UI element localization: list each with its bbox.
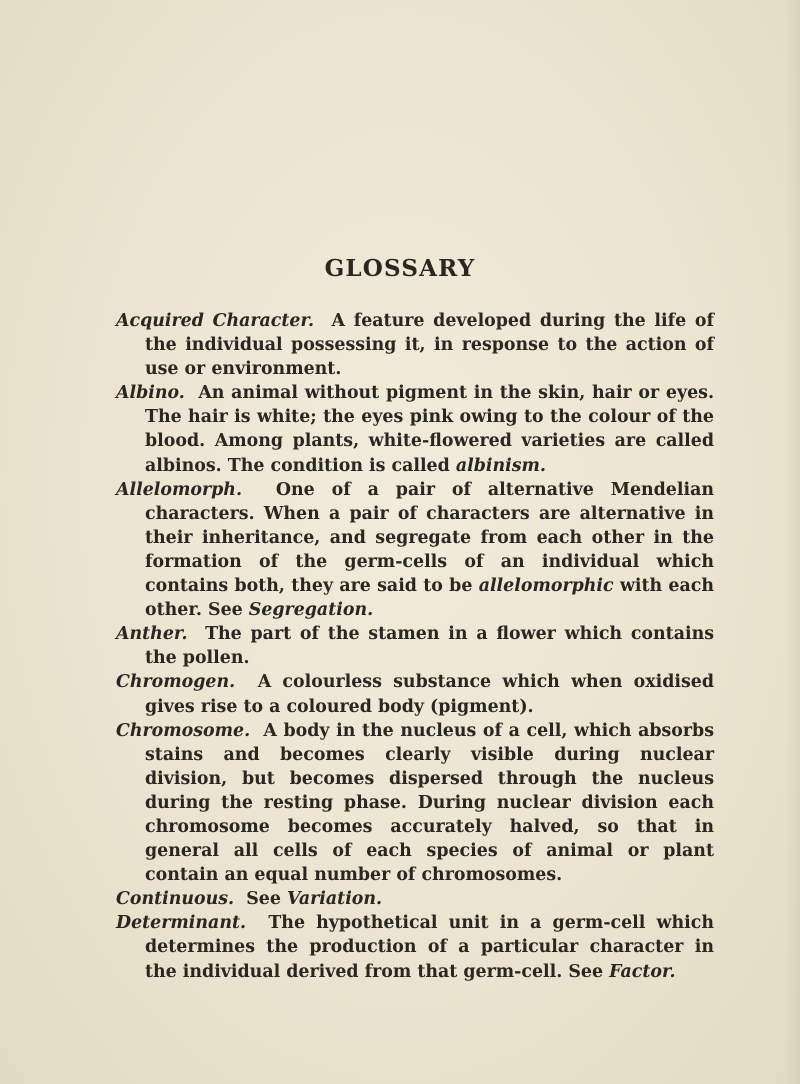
- glossary-term: Allelomorph.: [116, 479, 242, 500]
- page-title: GLOSSARY: [324, 255, 476, 282]
- glossary-entry: [116, 887, 714, 911]
- glossary-definition: The part of the stamen in a flower which contains the pollen.: [145, 624, 715, 669]
- glossary-term: Chromosome.: [116, 720, 251, 741]
- glossary-term: Acquired Character.: [116, 311, 315, 331]
- glossary-entry: [116, 309, 714, 381]
- glossary-entry: [116, 622, 714, 670]
- glossary-reference: allelomorphic: [478, 576, 614, 597]
- glossary-definition: The hypothetical unit in a germ-cell which determines the production of a particular character in the individual derived from that germ-cell. See: [145, 913, 714, 982]
- glossary-definition: A colourless substance which when oxidised gives rise to a coloured body (pigment).: [145, 672, 715, 717]
- glossary-reference: albinism.: [455, 455, 546, 476]
- glossary-definition: An animal without pigment in the skin, hair or eyes. The hair is white; the eyes pink owing to the colour of the blood. Among plants, white-flowered varieties are called albinos. The condition is called: [145, 383, 714, 476]
- glossary-term: Albino.: [116, 383, 185, 404]
- glossary-entry: [116, 381, 714, 477]
- glossary-term: Determinant.: [116, 913, 247, 934]
- glossary-reference: Variation.: [286, 889, 383, 910]
- glossary-entry: [116, 670, 714, 718]
- glossary-definition: One of a pair of alternative Mendelian characters. When a pair of characters are alternative in their inheritance, and segregate from each other in the formation of the germ-cells of an individual which contains both, they are said to be: [145, 479, 714, 597]
- glossary-definition: A feature developed during the life of the individual possessing it, in response to the action of use or environment.: [145, 311, 714, 380]
- glossary-definition: A body in the nucleus of a cell, which absorbs stains and becomes clearly visible during nuclear division, but becomes dispersed through the nucleus during the resting phase. During nuclear division each chromosome becomes accurately halved, so that in general all cells of each species of animal or plant contain an equal number of chromosomes.: [145, 720, 714, 886]
- glossary-list: [116, 309, 714, 984]
- glossary-term: Chromogen.: [116, 672, 236, 693]
- glossary-entry: [116, 478, 714, 623]
- glossary-reference: Factor.: [609, 961, 676, 982]
- glossary-entry: [116, 911, 714, 983]
- glossary-definition: See: [246, 889, 287, 910]
- glossary-definition: with each other. See: [145, 576, 714, 621]
- page-edge-shadow: [786, 0, 800, 1084]
- glossary-term: Anther.: [116, 624, 188, 645]
- glossary-term: Continuous.: [116, 889, 235, 910]
- glossary-entry: [116, 719, 714, 888]
- glossary-reference: Segregation.: [248, 600, 374, 621]
